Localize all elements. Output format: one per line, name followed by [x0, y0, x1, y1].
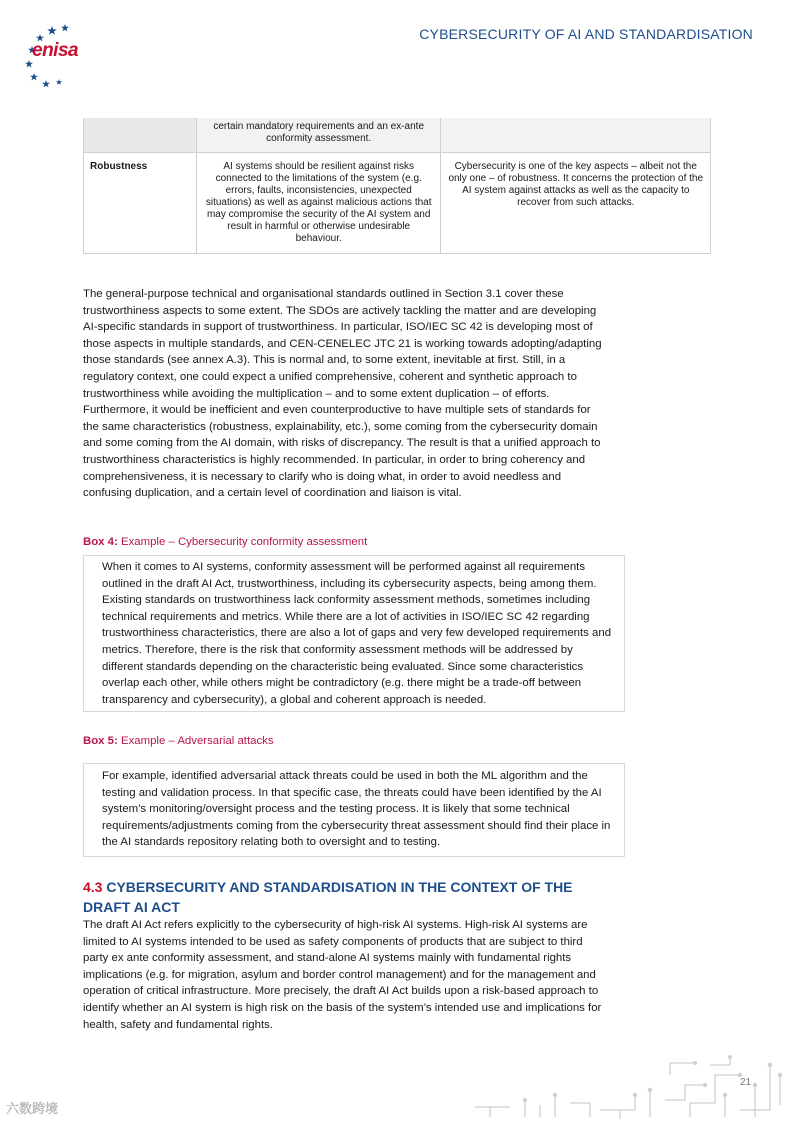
- enisa-logo-text: enisa: [32, 40, 79, 61]
- box-4-text: When it comes to AI systems, conformity assessment will be performed against all requirements outlined in the draft AI Act, trustworthiness, including its cybersecurity aspects, being among them. Existing standards on trustworthiness lack conformity assessment methods, sometimes including technical requirements and metrics. While there are a lot of activities in ISO/IEC SC 42 regarding trustworthiness characteristics, there are also a lot of gaps and very few developed requirements and metrics. Therefore, there is the risk that conformity assessment methods will be addressed by different standards depending on the characteristic being evaluated. Since some characteristics overlap each other, while others might be contradictory (e.g. there might be a trade-off between transparency and cybersecurity), a global and coherent approach is needed.: [102, 561, 612, 706]
- box-5-label-prefix: Box 5:: [83, 735, 118, 747]
- watermark-text: 六数跨境: [6, 1101, 59, 1116]
- table-cell-cybersecurity-relation: [441, 118, 711, 153]
- section-title: CYBERSECURITY AND STANDARDISATION IN THE CONTEXT OF THE DRAFT AI ACT: [83, 879, 573, 915]
- trustworthiness-requirements-table: [83, 118, 711, 254]
- box-5-content: [83, 763, 625, 857]
- box-4-label-title: Example – Cybersecurity conformity assessment: [117, 536, 368, 548]
- circuit-decoration-icon: [470, 1055, 793, 1122]
- section-4-3-paragraph: The draft AI Act refers explicitly to the cybersecurity of high-risk AI systems. High-risk AI systems are limited to AI systems intended to be used as safety components of products that are subject to third party ex ante conformity assessment, and stand-alone AI systems mainly with fundamental rights implications (e.g. for migration, asylum and border control management) and for the management and operation of critical infrastructure. More precisely, the draft AI Act builds upon a risk-based approach to identify whether an AI system is high risk on the basis of the system’s intended use and implications for health, safety and fundamental rights.: [83, 919, 602, 1031]
- table-row-robustness: [84, 153, 711, 254]
- box-4-label-prefix: Box 4:: [83, 536, 118, 548]
- table-cell-requirement: [84, 118, 197, 153]
- table-cell-description: certain mandatory requirements and an ex-ante conformity assessment.: [196, 118, 441, 153]
- document-header-title: CYBERSECURITY OF AI AND STANDARDISATION: [419, 26, 753, 42]
- page-number: 21: [740, 1077, 752, 1088]
- table-row-continued: [84, 118, 711, 153]
- box-5-text: For example, identified adversarial attack threats could be used in both the ML algorithm and the testing and validation process. In that specific case, the threats could have been identified by the AI system’s monitoring/oversight process and the testing process. It is likely that some technical requirements/adjustments coming from the cybersecurity threat assessment should find their place in the AI standards repository relating both to oversight and to testing.: [102, 770, 611, 849]
- box-4-content: [83, 555, 625, 712]
- section-heading-4-3: [83, 877, 603, 917]
- table-cell-requirement: Robustness: [84, 153, 197, 254]
- body-paragraph-standards: The general-purpose technical and organisational standards outlined in Section 3.1 cover these trustworthiness aspects to some extent. The SDOs are actively tackling the matter and are developing AI-specific standards in support of trustworthiness. In particular, ISO/IEC SC 42 is developing most of those aspects in multiple standards, and CEN-CENELEC JTC 21 is working towards adopting/adapting those standards (see annex A.3). This is normal and, to some extent, inevitable at first. Still, in a regulatory context, one could expect a unified comprehensive, coherent and synthetic approach to trustworthiness while avoiding the multiplication – and to some extent duplication – of efforts. Furthermore, it would be inefficient and even counterproductive to have multiple sets of standards for the same characteristics (robustness, explainability, etc.), some coming from the cybersecurity domain and some coming from the AI domain, with risks of discrepancy. The result is that a unified approach to trustworthiness characteristics is highly recommended. In particular, in order to bring coherency and comprehensiveness, it is necessary to clarify who is doing what, in order to avoid needless and confusing duplication, and a certain level of coordination and liaison is vital.: [83, 288, 602, 500]
- box-5-label-title: Example – Adversarial attacks: [117, 735, 274, 747]
- section-number: 4.3: [83, 879, 103, 895]
- box-5-label: [83, 735, 274, 747]
- table-cell-cybersecurity-relation: Cybersecurity is one of the key aspects – albeit not the only one – of robustness. It concerns the protection of the AI system against attacks as well as the capacity to recover from such attacks.: [441, 153, 711, 254]
- box-4-label: [83, 536, 367, 548]
- table-cell-description: AI systems should be resilient against risks connected to the limitations of the system (e.g. errors, faults, inconsistencies, unexpected situations) as well as against malicious actions that may compromise the security of the AI system and result in harmful or otherwise undesirable behaviour.: [196, 153, 441, 254]
